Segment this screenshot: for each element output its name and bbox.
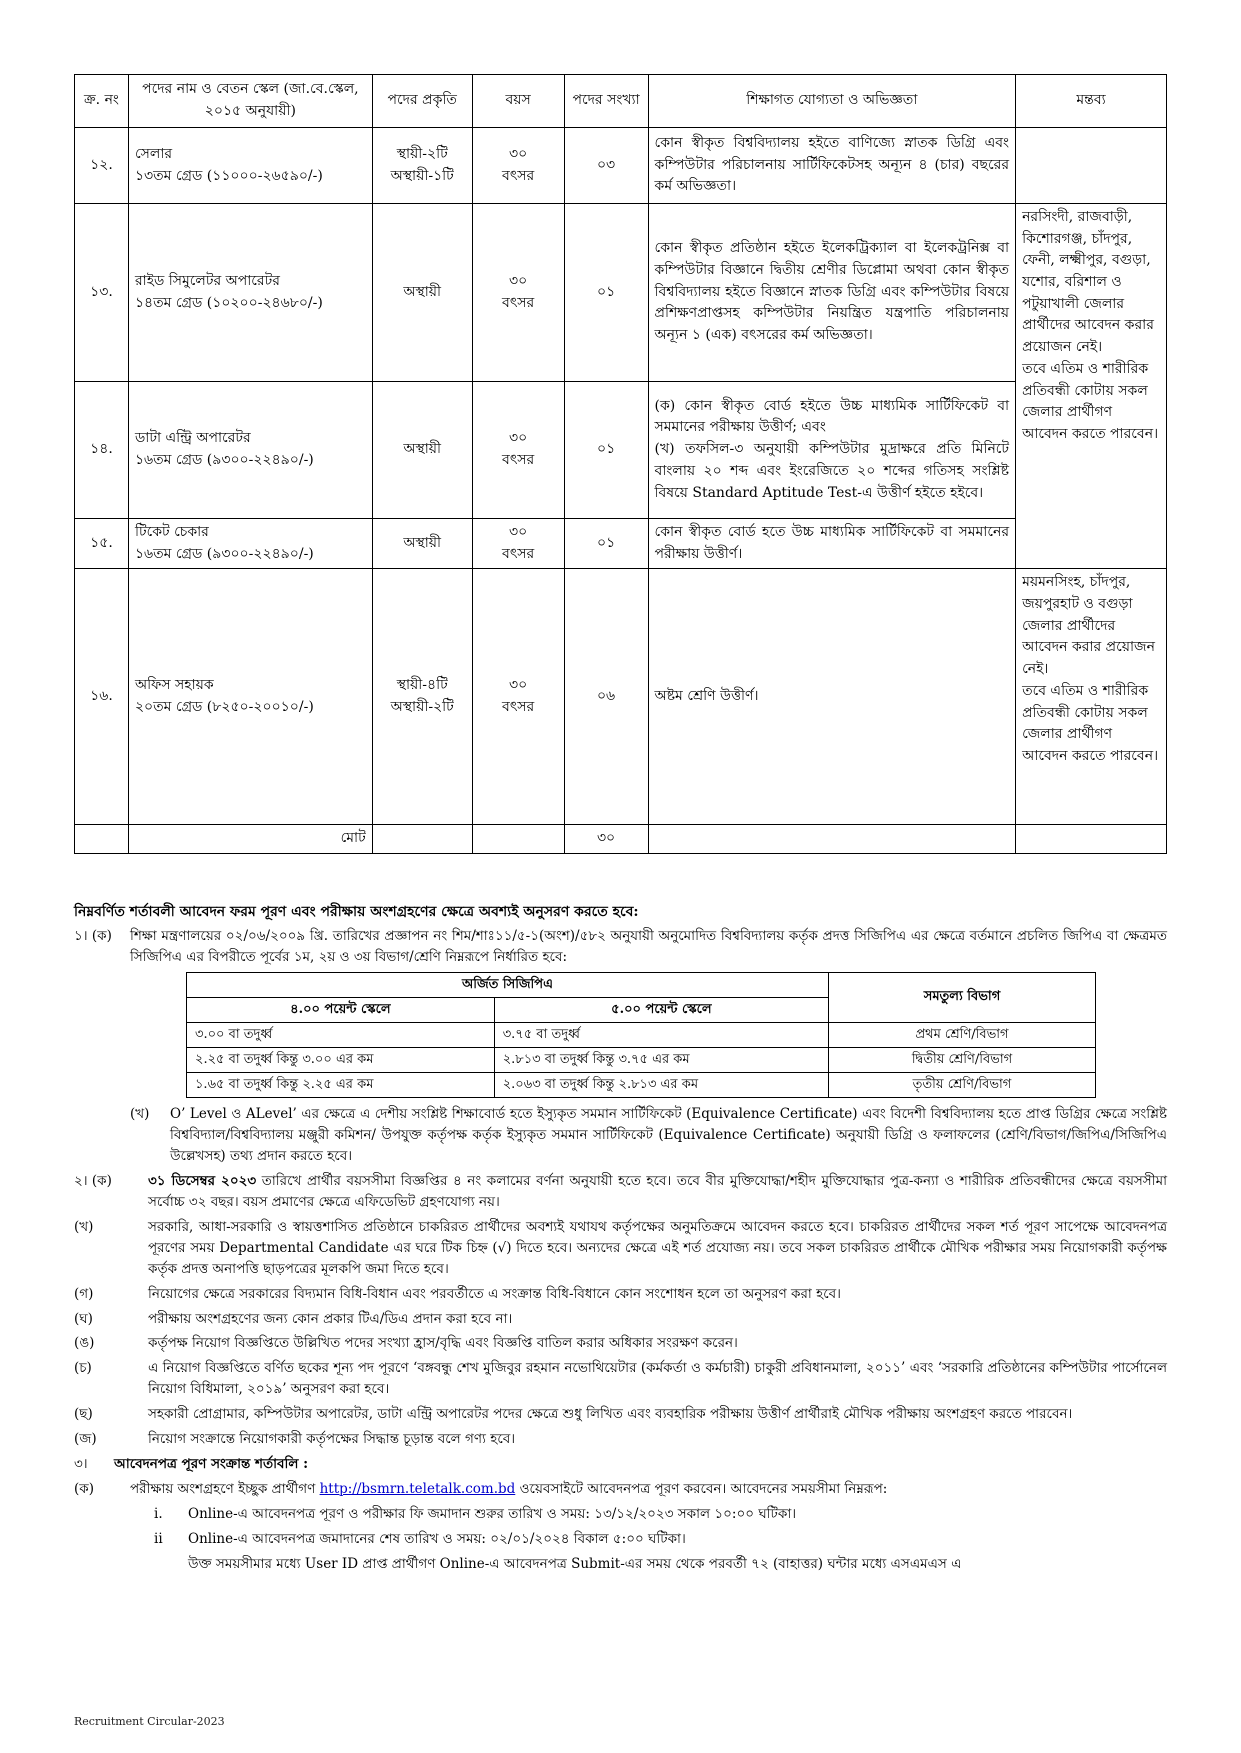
condition-number: (ঘ) bbox=[74, 1310, 93, 1327]
posts-table bbox=[74, 74, 1167, 854]
condition-number: ৩। bbox=[74, 1456, 88, 1473]
age-value: ৩০ bbox=[509, 272, 528, 289]
header-qualification: শিক্ষাগত যোগ্যতা ও অভিজ্ঞতা bbox=[648, 75, 1016, 128]
post-grade: ১৬তম গ্রেড (৯৩০০-২২৪৯০/-) bbox=[134, 452, 314, 468]
remarks-district-exclusion bbox=[1016, 569, 1167, 825]
condition-number: (জ) bbox=[74, 1431, 97, 1448]
condition-1-ka bbox=[74, 926, 1167, 968]
table-row bbox=[75, 382, 1167, 519]
row-post-name bbox=[128, 569, 372, 825]
condition-text: পরীক্ষায় অংশগ্রহণের জন্য কোন প্রকার টিএ/ডিএ প্রদান করা হবে না। bbox=[148, 1310, 513, 1327]
application-website-link[interactable]: http://bsmrn.teletalk.com.bd bbox=[319, 1480, 516, 1497]
gpa-cell: তৃতীয় শ্রেণি/বিভাগ bbox=[829, 1073, 1096, 1098]
row-age bbox=[472, 128, 564, 204]
condition-number: (খ) bbox=[130, 1106, 150, 1123]
condition-heading: আবেদনপত্র পূরণ সংক্রান্ত শর্তাবলি : bbox=[114, 1456, 309, 1473]
age-unit: বৎসর bbox=[502, 294, 535, 311]
gpa-header-division: সমতুল্য বিভাগ bbox=[829, 972, 1096, 1022]
row-count: ০৬ bbox=[564, 569, 648, 825]
list-text: Online-এ আবেদনপত্র জমাদানের শেষ তারিখ ও সময়: ০২/০১/২০২৪ বিকাল ৫:০০ ঘটিকা। bbox=[188, 1530, 686, 1547]
age-value: ৩০ bbox=[509, 430, 528, 447]
condition-text: নিয়োগ সংক্রান্তে নিয়োগকারী কর্তৃপক্ষের সিদ্ধান্ত চূড়ান্ত বলে গণ্য হবে। bbox=[148, 1431, 516, 1448]
gpa-cell: ২.৮১৩ বা তদুর্ধ্ব কিন্তু ৩.৭৫ এর কম bbox=[494, 1047, 828, 1072]
row-count: ০১ bbox=[564, 204, 648, 382]
list-text: Online-এ আবেদনপত্র পূরণ ও পরীক্ষার ফি জমাদান শুরুর তারিখ ও সময়: ১৩/১২/২০২৩ সকাল ১০:০০ ঘটিকা। bbox=[188, 1505, 797, 1522]
row-post-name bbox=[128, 519, 372, 569]
total-empty bbox=[648, 825, 1016, 854]
row-qualification: কোন স্বীকৃত বিশ্ববিদ্যালয় হইতে বাণিজ্যে স্নাতক ডিগ্রি এবং কম্পিউটার পরিচালনায় সার্টিফিকেটসহ অন্যূন ৪ (চার) বছরের কর্ম অভিজ্ঞতা। bbox=[648, 128, 1016, 204]
condition-text: কর্তৃপক্ষ নিয়োগ বিজ্ঞপ্তিতে উল্লিখিত পদের সংখ্যা হ্রাস/বৃদ্ধি এবং বিজ্ঞপ্তি বাতিল করার অধিকার সংরক্ষণ করেন। bbox=[148, 1335, 738, 1352]
nature-permanent: স্থায়ী-২টি bbox=[396, 145, 448, 162]
post-grade: ১৩তম গ্রেড (১১০০০-২৬৫৯০/-) bbox=[134, 167, 323, 184]
gpa-header-scale-4: ৪.০০ পয়েন্ট স্কেলে bbox=[187, 997, 495, 1022]
row-serial: ১৬. bbox=[75, 569, 129, 825]
total-row bbox=[75, 825, 1167, 854]
gpa-header-group: অর্জিত সিজিপিএ bbox=[187, 972, 829, 997]
gpa-row bbox=[187, 1073, 1096, 1098]
condition-text: নিয়োগের ক্ষেত্রে সরকারের বিদ্যমান বিধি-বিধান এবং পরবর্তীতে এ সংক্রান্ত বিধি-বিধানে কোন সংশোধন হলে তা অনুসরণ করা হবে। bbox=[148, 1285, 841, 1302]
remarks-text: নরসিংদী, রাজবাড়ী, কিশোরগঞ্জ, চাঁদপুর, ফেনী, লক্ষ্মীপুর, বগুড়া, যশোর, বরিশাল ও পটুয়াখালী জেলার প্রার্থীদের আবেদন করার প্রয়োজন নেই। bbox=[1022, 209, 1154, 356]
post-name: অফিস সহায়ক bbox=[134, 677, 214, 694]
remarks-text: ময়মনসিংহ, চাঁদপুর, জয়পুরহাট ও বগুড়া জেলার প্রার্থীদের আবেদন করার প্রয়োজন নেই। bbox=[1022, 574, 1155, 678]
condition-text: সহকারী প্রোগ্রামার, কম্পিউটার অপারেটর, ডাটা এন্ট্রি অপারেটর পদের ক্ষেত্রে শুধু লিখিত এবং ব্যবহারিক পরীক্ষায় উত্তীর্ণ প্রার্থীরাই মৌখিক পরীক্ষায় অংশগ্রহণ করতে পারবেন। bbox=[148, 1406, 1073, 1423]
row-qualification: কোন স্বীকৃত প্রতিষ্ঠান হইতে ইলেকট্রিক্যাল বা ইলেকট্রনিক্স বা কম্পিউটার বিজ্ঞানে দ্বিতীয় শ্রেণীর ডিপ্লোমা অথবা কোন স্বীকৃত বিশ্ববিদ্যালয় হইতে বিজ্ঞানে স্নাতক ডিগ্রি এবং কম্পিউটার বিষয়ে প্রশিক্ষণপ্রাপ্তসহ কম্পিউটার নিয়ন্ত্রিত যন্ত্রপাতি পরিচালনায় অন্যূন ১ (এক) বৎসরের কর্ম অভিজ্ঞতা। bbox=[648, 204, 1016, 382]
age-value: ৩০ bbox=[509, 677, 528, 694]
remarks-district-exclusion bbox=[1016, 204, 1167, 569]
condition-2-chha bbox=[74, 1404, 1167, 1425]
row-post-name bbox=[128, 128, 372, 204]
deadline-end bbox=[74, 1529, 1167, 1550]
condition-1-kha bbox=[74, 1104, 1167, 1167]
age-value: ৩০ bbox=[509, 145, 528, 162]
table-row bbox=[75, 519, 1167, 569]
remarks-text: তবে এতিম ও শারীরিক প্রতিবন্ধী কোটায় সকল জেলার প্রার্থীগণ আবেদন করতে পারবেন। bbox=[1022, 360, 1159, 442]
nature-temporary: অস্থায়ী-২টি bbox=[390, 698, 454, 715]
condition-3-title: আবেদনপত্র পূরণ সংক্রান্ত শর্তাবলি bbox=[114, 1456, 299, 1473]
list-number: i. bbox=[154, 1505, 163, 1522]
table-row bbox=[75, 569, 1167, 825]
condition-number: (ছ) bbox=[74, 1406, 93, 1423]
total-empty bbox=[1016, 825, 1167, 854]
header-remarks: মন্তব্য bbox=[1016, 75, 1167, 128]
header-count: পদের সংখ্যা bbox=[564, 75, 648, 128]
condition-2-ja bbox=[74, 1429, 1167, 1450]
total-value: ৩০ bbox=[564, 825, 648, 854]
row-qualification bbox=[648, 382, 1016, 519]
row-nature: অস্থায়ী bbox=[372, 382, 472, 519]
row-qualification: অষ্টম শ্রেণি উত্তীর্ণ। bbox=[648, 569, 1016, 825]
condition-2-ga bbox=[74, 1284, 1167, 1305]
age-cutoff-date: ৩১ ডিসেম্বর ২০২৩ bbox=[148, 1173, 257, 1189]
row-serial: ১৫. bbox=[75, 519, 129, 569]
condition-number: ২। (ক) bbox=[74, 1173, 112, 1189]
header-serial: ক্র. নং bbox=[75, 75, 129, 128]
table-row bbox=[75, 204, 1167, 382]
condition-body: পরীক্ষায় অংশগ্রহণে ইচ্ছুক প্রার্থীগণ bbox=[130, 1480, 316, 1497]
qualification-a: (ক) কোন স্বীকৃত বোর্ড হইতে উচ্চ মাধ্যমিক সার্টিফিকেট বা সমমানের পরীক্ষায় উত্তীর্ণ; এবং bbox=[654, 397, 1010, 436]
gpa-cell: ৩.০০ বা তদুর্ধ্ব bbox=[187, 1022, 495, 1047]
row-nature: অস্থায়ী bbox=[372, 519, 472, 569]
gpa-row bbox=[187, 1022, 1096, 1047]
total-empty bbox=[472, 825, 564, 854]
gpa-cell: প্রথম শ্রেণি/বিভাগ bbox=[829, 1022, 1096, 1047]
row-count: ০১ bbox=[564, 519, 648, 569]
nature-permanent: স্থায়ী-৪টি bbox=[396, 677, 448, 694]
row-count: ০৩ bbox=[564, 128, 648, 204]
age-unit: বৎসর bbox=[502, 698, 535, 715]
condition-text: O’ Level ও ALevel’ এর ক্ষেত্রে এ দেশীয় সংশ্লিষ্ট শিক্ষাবোর্ড হতে ইস্যুকৃত সমমান সার্টিফিকেট (Equivalence Certificate) এবং বিদেশী বিশ্ববিদ্যালয় হতে প্রাপ্ত ডিগ্রির ক্ষেত্রে সংশ্লিষ্ট বিশ্ববিদ্যাল/বিশ্ববিদ্যালয় মঞ্জুরী কমিশন/ উপযুক্ত কর্তৃপক্ষ কর্তৃক ইস্যুকৃত সমমান সার্টিফিকেট (Equivalence Certificate) অনুযায়ী ডিগ্রি ও ফলাফলের (শ্রেণি/বিভাগ/জিপিএ/সিজিপিএ উল্লেখসহ) তথ্য প্রদান করতে হবে। bbox=[170, 1106, 1167, 1165]
row-age bbox=[472, 204, 564, 382]
total-empty bbox=[75, 825, 129, 854]
condition-number: (ঙ) bbox=[74, 1335, 95, 1352]
total-empty bbox=[372, 825, 472, 854]
gpa-cell: ৩.৭৫ বা তদুর্ধ্ব bbox=[494, 1022, 828, 1047]
row-post-name bbox=[128, 204, 372, 382]
post-name: ডাটা এন্ট্রি অপারেটর bbox=[134, 430, 251, 447]
gpa-header-row bbox=[187, 972, 1096, 997]
remarks-text: তবে এতিম ও শারীরিক প্রতিবন্ধী কোটায় সকল জেলার প্রার্থীগণ আবেদন করতে পারবেন। bbox=[1022, 682, 1159, 764]
header-post-name: পদের নাম ও বেতন স্কেল (জা.বে.স্কেল, ২০১৫ অনুযায়ী) bbox=[128, 75, 372, 128]
condition-text: সরকারি, আধা-সরকারি ও স্বায়ত্তশাসিত প্রতিষ্ঠানে চাকরিরত প্রার্থীদের অবশ্যই যথাযথ কর্তৃপক্ষের অনুমতিক্রমে আবেদন করতে হবে। চাকরিরত প্রার্থীদের সকল শর্ত পূরণ সাপেক্ষে আবেদনপত্র পূরণের সময় Departmental Candidate এর ঘরে টিক চিহ্ন (√) দিতে হবে। অন্যদের ক্ষেত্রে এই শর্ত প্রযোজ্য নয়। তবে সকল চাকরিরত প্রার্থীকে মৌখিক পরীক্ষার সময় নিয়োগকারী কর্তৃপক্ষ কর্তৃক প্রদত্ত অনাপত্তি ছাড়পত্রের মূলকপি জমা দিতে হবে। bbox=[148, 1218, 1167, 1277]
condition-number: (ক) bbox=[74, 1480, 94, 1497]
post-grade: ১৪তম গ্রেড (১০২০০-২৪৬৮০/-) bbox=[134, 294, 323, 311]
condition-number: (গ) bbox=[74, 1285, 94, 1302]
age-unit: বৎসর bbox=[502, 167, 535, 184]
condition-number: ১। (ক) bbox=[74, 927, 112, 944]
condition-3-ka bbox=[74, 1479, 1167, 1500]
list-text: উক্ত সময়সীমার মধ্যে User ID প্রাপ্ত প্রার্থীগণ Online-এ আবেদনপত্র Submit-এর সময় থেকে পরবর্তী ৭২ (বাহাত্তর) ঘন্টার মধ্যে এসএমএস এ bbox=[188, 1555, 962, 1572]
post-name: টিকেট চেকার bbox=[134, 524, 209, 540]
condition-2-umo bbox=[74, 1333, 1167, 1354]
gpa-cell: ২.২৫ বা তদুর্ধ্ব কিন্তু ৩.০০ এর কম bbox=[187, 1047, 495, 1072]
row-nature: অস্থায়ী bbox=[372, 204, 472, 382]
row-age bbox=[472, 382, 564, 519]
condition-3 bbox=[74, 1454, 1167, 1475]
row-serial: ১৪. bbox=[75, 382, 129, 519]
gpa-cell: দ্বিতীয় শ্রেণি/বিভাগ bbox=[829, 1047, 1096, 1072]
total-label: মোট bbox=[128, 825, 372, 854]
row-qualification: কোন স্বীকৃত বোর্ড হতে উচ্চ মাধ্যমিক সার্টিফিকেট বা সমমানের পরীক্ষায় উত্তীর্ণ। bbox=[648, 519, 1016, 569]
gpa-row bbox=[187, 1047, 1096, 1072]
condition-text: শিক্ষা মন্ত্রণালয়ের ০২/০৬/২০০৯ খ্রি. তারিখের প্রজ্ঞাপন নং শিম/শাঃ১১/৫-১(অংশ)/৫৮২ অনুযায়ী অনুমোদিত বিশ্ববিদ্যালয় কর্তৃক প্রদত্ত সিজিপিএ এর ক্ষেত্রে বর্তমানে প্রচলিত জিপিএ বা ক্ষেত্রমত সিজিপিএ এর বিপরীতে পূর্বের ১ম, ২য় ও ৩য় বিভাগ/শ্রেণি নিম্নরূপে নির্ধারিত হবে: bbox=[130, 927, 1167, 965]
post-grade: ২০তম গ্রেড (৮২৫০-২০০১০/-) bbox=[134, 698, 314, 715]
table-row bbox=[75, 128, 1167, 204]
header-nature: পদের প্রকৃতি bbox=[372, 75, 472, 128]
conditions-heading: নিম্নবর্ণিত শর্তাবলী আবেদন ফরম পূরণ এবং পরীক্ষায় অংশগ্রহণের ক্ষেত্রে অবশ্যই অনুসরণ করতে হবে: bbox=[74, 904, 639, 920]
condition-text bbox=[148, 1171, 1167, 1213]
condition-2-cha bbox=[74, 1358, 1167, 1400]
gpa-cell: ২.০৬৩ বা তদুর্ধ্ব কিন্তু ২.৮১৩ এর কম bbox=[494, 1073, 828, 1098]
row-serial: ১৩. bbox=[75, 204, 129, 382]
conditions-section bbox=[74, 902, 1167, 1579]
post-name: সেলার bbox=[134, 145, 173, 162]
age-value: ৩০ bbox=[509, 524, 528, 540]
qualification-b: (খ) তফসিল-৩ অনুযায়ী কম্পিউটার মুদ্রাক্ষরে প্রতি মিনিটে বাংলায় ২০ শব্দ এবং ইংরেজিতে ২০ শব্দের গতিসহ সংশ্লিষ্ট বিষয়ে Standard Aptitude Test-এ উত্তীর্ণ হইতে হইবে। bbox=[654, 441, 1010, 501]
row-nature bbox=[372, 569, 472, 825]
condition-2-gha bbox=[74, 1309, 1167, 1330]
nature-temporary: অস্থায়ী-১টি bbox=[390, 167, 454, 184]
condition-number: (চ) bbox=[74, 1360, 92, 1377]
post-name: রাইড সিমুলেটর অপারেটর bbox=[134, 272, 280, 289]
row-remarks-empty bbox=[1016, 128, 1167, 204]
age-unit: বৎসর bbox=[502, 545, 535, 562]
condition-2-ka bbox=[74, 1171, 1167, 1213]
condition-number: (খ) bbox=[74, 1218, 94, 1235]
row-serial: ১২. bbox=[75, 128, 129, 204]
list-number: ii bbox=[154, 1530, 163, 1547]
condition-text bbox=[130, 1479, 1167, 1500]
row-age bbox=[472, 519, 564, 569]
row-count: ০১ bbox=[564, 382, 648, 519]
row-age bbox=[472, 569, 564, 825]
condition-body: তারিখে প্রার্থীর বয়সসীমা বিজ্ঞপ্তির ৪ নং কলামের বর্ণনা অনুযায়ী হতে হবে। তবে বীর মুক্তিযোদ্ধা/শহীদ মুক্তিযোদ্ধার পুত্র-কন্যা ও শারীরিক প্রতিবন্ধীদের ক্ষেত্রে বয়সসীমা সর্বোচ্চ ৩২ বছর। বয়স প্রমাণের ক্ষেত্রে এফিডেভিট গ্রহণযোগ্য নয়। bbox=[148, 1173, 1167, 1210]
row-post-name bbox=[128, 382, 372, 519]
gpa-cell: ১.৬৫ বা তদুর্ধ্ব কিন্তু ২.২৫ এর কম bbox=[187, 1073, 495, 1098]
condition-2-kha bbox=[74, 1217, 1167, 1280]
deadline-start bbox=[74, 1504, 1167, 1525]
age-unit: বৎসর bbox=[502, 452, 535, 468]
footer-label: Recruitment Circular-2023 bbox=[74, 1715, 225, 1728]
sms-instruction bbox=[74, 1554, 1167, 1575]
post-grade: ১৬তম গ্রেড (৯৩০০-২২৪৯০/-) bbox=[134, 545, 314, 562]
row-nature bbox=[372, 128, 472, 204]
table-header-row bbox=[75, 75, 1167, 128]
condition-body: ওয়েবসাইটে আবেদনপত্র পূরণ করবেন। আবেদনের সময়সীমা নিম্নরূপ: bbox=[519, 1480, 888, 1497]
gpa-table bbox=[186, 972, 1096, 1099]
condition-text: এ নিয়োগ বিজ্ঞপ্তিতে বর্ণিত ছকের শূন্য পদ পূরণে ‘বঙ্গবন্ধু শেখ মুজিবুর রহমান নভোথিয়েটার (কর্মকর্তা ও কর্মচারী) চাকুরী প্রবিধানমালা, ২০১১’ এবং ‘সরকারি প্রতিষ্ঠানের কম্পিউটার পার্সোনেল নিয়োগ বিধিমালা, ২০১৯’ অনুসরণ করা হবে। bbox=[148, 1360, 1167, 1398]
gpa-header-scale-5: ৫.০০ পয়েন্ট স্কেলে bbox=[494, 997, 828, 1022]
header-age: বয়স bbox=[472, 75, 564, 128]
